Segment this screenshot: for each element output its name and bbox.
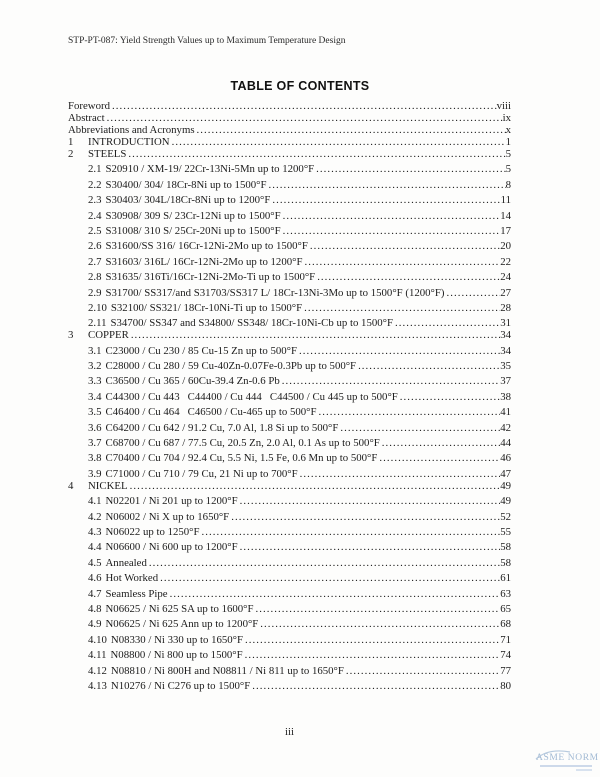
toc-entry-page: 20 xyxy=(500,240,511,253)
toc-entry-page: 52 xyxy=(500,510,511,523)
toc-entry-page: 5 xyxy=(505,163,511,176)
toc-entry-title: C68700 / Cu 687 / 77.5 Cu, 20.5 Zn, 2.0 Al, 0.1 As up to 500°F xyxy=(105,437,380,450)
toc-entry-page: 37 xyxy=(500,375,511,388)
toc-entry-page: 31 xyxy=(500,317,511,330)
toc-entry-page: 61 xyxy=(500,572,511,585)
toc-entry-title: C70400 / Cu 704 / 92.4 Cu, 5.5 Ni, 1.5 Fe, 0.6 Mn up to 500°F xyxy=(105,452,378,465)
toc-entry-title: N08330 / Ni 330 up to 1650°F xyxy=(110,633,243,646)
toc-entry xyxy=(88,572,511,584)
toc-entry-page: ix xyxy=(502,112,511,124)
watermark-subtagline xyxy=(576,769,592,771)
toc-entry xyxy=(88,194,511,206)
toc-entry-number: 2.10 xyxy=(88,301,107,314)
toc-dot-leader xyxy=(170,588,501,600)
toc-dot-leader xyxy=(130,480,501,492)
toc-entry-number: 3 xyxy=(68,329,74,342)
toc-entry-number: 1 xyxy=(68,136,74,148)
toc-entry xyxy=(88,452,511,464)
toc-entry-number: 4.2 xyxy=(88,510,102,523)
toc-entry-page: 8 xyxy=(505,178,511,191)
toc-entry-number: 2 xyxy=(68,148,74,160)
toc-entry-title: N06625 / Ni 625 SA up to 1600°F xyxy=(105,602,254,615)
toc-entry-page: 46 xyxy=(500,452,511,465)
toc-entry-number: 3.9 xyxy=(88,467,102,480)
toc-entry-number: 4.11 xyxy=(88,649,107,662)
toc-entry-number: 3.7 xyxy=(88,437,102,450)
toc-entry-title: STEELS xyxy=(88,148,127,160)
toc-entry-title: INTRODUCTION xyxy=(88,136,170,148)
toc-dot-leader xyxy=(395,317,500,329)
toc-dot-leader xyxy=(107,112,503,124)
toc-entry-title: C23000 / Cu 230 / 85 Cu-15 Zn up to 500°F xyxy=(105,344,297,357)
toc-dot-leader xyxy=(245,634,500,646)
toc-entry-number: 2.8 xyxy=(88,271,102,284)
toc-entry-page: 35 xyxy=(500,360,511,373)
toc-entry-number: 2.1 xyxy=(88,163,102,176)
toc-entry-number: 3.2 xyxy=(88,360,102,373)
toc-entry-number: 4.6 xyxy=(88,572,102,585)
toc-entry-title: N08810 / Ni 800H and N08811 / Ni 811 up to 1650°F xyxy=(110,664,344,677)
footer-page-number: iii xyxy=(285,726,294,738)
toc-entry-page: 44 xyxy=(500,437,511,450)
toc-entry xyxy=(68,136,511,148)
toc-dot-leader xyxy=(231,511,500,523)
toc-entry-title: S31600/SS 316/ 16Cr-12Ni-2Mo up to 1500°F xyxy=(105,240,308,253)
toc-entry-title: Abbreviations and Acronyms xyxy=(68,124,195,136)
toc-entry xyxy=(88,437,511,449)
watermark-text: ASME NORM xyxy=(536,753,599,763)
toc-entry-title: C28000 / Cu 280 / 59 Cu-40Zn-0.07Fe-0.3Pb up to 500°F xyxy=(105,360,357,373)
toc-dot-leader xyxy=(318,406,500,418)
running-header: STP-PT-087: Yield Strength Values up to Maximum Temperature Design xyxy=(68,36,346,46)
toc-entry-title: N02201 / Ni 201 up to 1200°F xyxy=(105,495,238,508)
toc-entry-page: 34 xyxy=(500,344,511,357)
toc-dot-leader xyxy=(272,194,500,206)
toc-entry-page: 42 xyxy=(500,421,511,434)
toc-dot-leader xyxy=(283,210,501,222)
toc-entry-title: S31635/ 316Ti/16Cr-12Ni-2Mo-Ti up to 1500°F xyxy=(105,271,316,284)
toc-entry-page: 27 xyxy=(500,286,511,299)
toc-entry-title: S31603/ 316L/ 16Cr-12Ni-2Mo up to 1200°F xyxy=(105,255,303,268)
toc-entry xyxy=(88,495,511,507)
toc-entry-number: 4.13 xyxy=(88,679,107,692)
toc-entry xyxy=(88,225,511,237)
toc-entry-title: Annealed xyxy=(105,556,147,569)
toc-entry-number: 3.6 xyxy=(88,421,102,434)
toc-entry xyxy=(88,468,511,480)
toc-entry-page: 17 xyxy=(500,224,511,237)
toc-entry-number: 2.9 xyxy=(88,286,102,299)
toc-entry-number: 4.10 xyxy=(88,633,107,646)
toc-entry xyxy=(88,557,511,569)
toc-entry-page: 24 xyxy=(500,271,511,284)
toc-entry-title: Hot Worked xyxy=(105,572,159,585)
toc-dot-leader xyxy=(358,360,500,372)
toc-entry xyxy=(88,634,511,646)
toc-dot-leader xyxy=(240,495,501,507)
toc-entry xyxy=(88,649,511,661)
toc-entry-page: 11 xyxy=(500,194,511,207)
toc-entry-page: 65 xyxy=(500,602,511,615)
toc-entry-page: 14 xyxy=(500,209,511,222)
toc-entry-number: 4.1 xyxy=(88,495,102,508)
toc-entry-page: 22 xyxy=(500,255,511,268)
toc-entry-number: 3.3 xyxy=(88,375,102,388)
toc-dot-leader xyxy=(149,557,500,569)
toc-dot-leader xyxy=(304,302,500,314)
toc-dot-leader xyxy=(379,452,500,464)
toc-entry xyxy=(88,271,511,283)
toc-dot-leader xyxy=(160,572,500,584)
toc-entry xyxy=(88,302,511,314)
toc-dot-leader xyxy=(245,649,501,661)
toc-entry xyxy=(88,511,511,523)
toc-dot-leader xyxy=(282,375,500,387)
toc-entry-page: 28 xyxy=(500,301,511,314)
toc-dot-leader xyxy=(202,526,501,538)
toc-entry xyxy=(88,163,511,175)
toc-dot-leader xyxy=(283,225,501,237)
toc-entry xyxy=(88,375,511,387)
toc-entry-page: 5 xyxy=(505,148,511,160)
toc-entry-title: C44300 / Cu 443 C44400 / Cu 444 C44500 / Cu 445 up to 500°F xyxy=(105,390,398,403)
toc-entry-title: S20910 / XM-19/ 22Cr-13Ni-5Mn up to 1200°F xyxy=(105,163,315,176)
toc-entry-title: N06022 up to 1250°F xyxy=(105,525,200,538)
toc-entry-page: 71 xyxy=(500,633,511,646)
toc-entry xyxy=(88,603,511,615)
toc-entry-page: 63 xyxy=(500,587,511,600)
toc-entry xyxy=(68,480,511,492)
toc-entry-page: 55 xyxy=(500,525,511,538)
toc-entry xyxy=(88,618,511,630)
toc-entry-number: 2.2 xyxy=(88,178,102,191)
toc-entry-page: 58 xyxy=(500,556,511,569)
toc-entry-number: 4.8 xyxy=(88,602,102,615)
toc-entry-number: 4.4 xyxy=(88,541,102,554)
toc-entry-page: viii xyxy=(496,100,511,112)
toc-dot-leader xyxy=(299,345,500,357)
toc-entry-number: 3.4 xyxy=(88,390,102,403)
toc-dot-leader xyxy=(172,136,506,148)
toc-entry-number: 2.3 xyxy=(88,194,102,207)
toc-entry-page: 74 xyxy=(500,649,511,662)
toc-entry-title: NICKEL xyxy=(88,479,128,492)
toc-dot-leader xyxy=(197,124,506,136)
toc-entry-title: Abstract xyxy=(68,112,105,124)
publisher-watermark xyxy=(536,753,599,771)
toc-entry xyxy=(88,526,511,538)
toc-entry xyxy=(88,541,511,553)
toc-entry xyxy=(88,680,511,692)
toc-entry-number: 4.3 xyxy=(88,525,102,538)
toc-entry-number: 3.8 xyxy=(88,452,102,465)
toc-dot-leader xyxy=(340,422,500,434)
toc-dot-leader xyxy=(256,603,501,615)
toc-entry-title: N06600 / Ni 600 up to 1200°F xyxy=(105,541,238,554)
toc-dot-leader xyxy=(310,240,500,252)
toc-entry-page: 38 xyxy=(500,390,511,403)
toc-dot-leader xyxy=(128,148,505,160)
toc-entry-title: S31008/ 310 S/ 25Cr-20Ni up to 1500°F xyxy=(105,224,281,237)
toc-entry-title: S30908/ 309 S/ 23Cr-12Ni up to 1500°F xyxy=(105,209,281,222)
toc-entry xyxy=(88,360,511,372)
toc-entry xyxy=(88,287,511,299)
toc-entry xyxy=(68,148,511,160)
toc-entry xyxy=(68,329,511,341)
toc-entry-number: 2.11 xyxy=(88,317,107,330)
toc-entry-title: S31700/ SS317/and S31703/SS317 L/ 18Cr-13Ni-3Mo up to 1500°F (1200°F) xyxy=(105,286,445,299)
toc-entry xyxy=(68,100,511,112)
toc-entry-number: 2.4 xyxy=(88,209,102,222)
toc-entry xyxy=(88,406,511,418)
toc-entry xyxy=(68,112,511,124)
toc-entry xyxy=(88,391,511,403)
toc-dot-leader xyxy=(446,287,500,299)
toc-entry xyxy=(88,179,511,191)
toc-entry-page: 68 xyxy=(500,618,511,631)
toc-entry-page: 80 xyxy=(500,679,511,692)
toc-entry-page: 49 xyxy=(500,495,511,508)
toc-entry-title: C36500 / Cu 365 / 60Cu-39.4 Zn-0.6 Pb xyxy=(105,375,280,388)
toc-entry-number: 3.1 xyxy=(88,344,102,357)
toc-dot-leader xyxy=(240,541,501,553)
toc-entry-title: COPPER xyxy=(88,329,129,342)
toc-entry-number: 4.12 xyxy=(88,664,107,677)
toc-entry-page: 41 xyxy=(500,406,511,419)
toc-dot-leader xyxy=(300,468,501,480)
toc-entry-title: S34700/ SS347 and S34800/ SS348/ 18Cr-10Ni-Cb up to 1500°F xyxy=(110,317,393,330)
toc-list xyxy=(68,100,511,692)
toc-entry-title: S32100/ SS321/ 18Cr-10Ni-Ti up to 1500°F xyxy=(110,301,303,314)
toc-entry-title: S30403/ 304L/18Cr-8Ni up to 1200°F xyxy=(105,194,271,207)
toc-entry-title: C71000 / Cu 710 / 79 Cu, 21 Ni up to 700°F xyxy=(105,467,298,480)
toc-entry-number: 2.5 xyxy=(88,224,102,237)
toc-entry xyxy=(88,588,511,600)
toc-entry-title: Foreword xyxy=(68,100,110,112)
toc-entry-page: x xyxy=(505,124,511,136)
toc-entry-number: 2.6 xyxy=(88,240,102,253)
toc-entry xyxy=(68,124,511,136)
toc-dot-leader xyxy=(131,329,500,341)
toc-entry-number: 4.5 xyxy=(88,556,102,569)
toc-entry-title: N06625 / Ni 625 Ann up to 1200°F xyxy=(105,618,259,631)
toc-dot-leader xyxy=(316,163,505,175)
toc-dot-leader xyxy=(317,271,500,283)
toc-entry-title: N10276 / Ni C276 up to 1500°F xyxy=(110,679,251,692)
toc-entry-title: C46400 / Cu 464 C46500 / Cu-465 up to 500°F xyxy=(105,406,317,419)
toc-entry xyxy=(88,345,511,357)
toc-entry xyxy=(88,240,511,252)
toc-dot-leader xyxy=(346,665,500,677)
toc-entry xyxy=(88,317,511,329)
toc-entry-number: 4 xyxy=(68,479,74,492)
toc-entry xyxy=(88,422,511,434)
toc-entry-page: 47 xyxy=(500,467,511,480)
toc-entry-page: 58 xyxy=(500,541,511,554)
toc-entry-title: N08800 / Ni 800 up to 1500°F xyxy=(110,649,243,662)
toc-dot-leader xyxy=(382,437,500,449)
toc-entry-number: 2.7 xyxy=(88,255,102,268)
toc-entry xyxy=(88,210,511,222)
toc-dot-leader xyxy=(112,100,497,112)
toc-dot-leader xyxy=(252,680,500,692)
toc-entry xyxy=(88,256,511,268)
page-title: TABLE OF CONTENTS xyxy=(230,79,370,93)
toc-entry xyxy=(88,665,511,677)
toc-dot-leader xyxy=(304,256,500,268)
toc-dot-leader xyxy=(268,179,505,191)
toc-entry-title: Seamless Pipe xyxy=(105,587,168,600)
toc-entry-number: 4.9 xyxy=(88,618,102,631)
toc-entry-number: 3.5 xyxy=(88,406,102,419)
toc-entry-page: 77 xyxy=(500,664,511,677)
toc-entry-number: 4.7 xyxy=(88,587,102,600)
toc-dot-leader xyxy=(260,618,500,630)
watermark-tagline xyxy=(540,765,592,767)
toc-entry-page: 49 xyxy=(500,479,511,492)
toc-entry-page: 34 xyxy=(500,329,511,342)
toc-entry-title: S30400/ 304/ 18Cr-8Ni up to 1500°F xyxy=(105,178,267,191)
toc-dot-leader xyxy=(400,391,500,403)
toc-entry-title: N06002 / Ni X up to 1650°F xyxy=(105,510,230,523)
toc-entry-title: C64200 / Cu 642 / 91.2 Cu, 7.0 Al, 1.8 Si up to 500°F xyxy=(105,421,339,434)
toc-entry-page: 1 xyxy=(505,136,511,148)
